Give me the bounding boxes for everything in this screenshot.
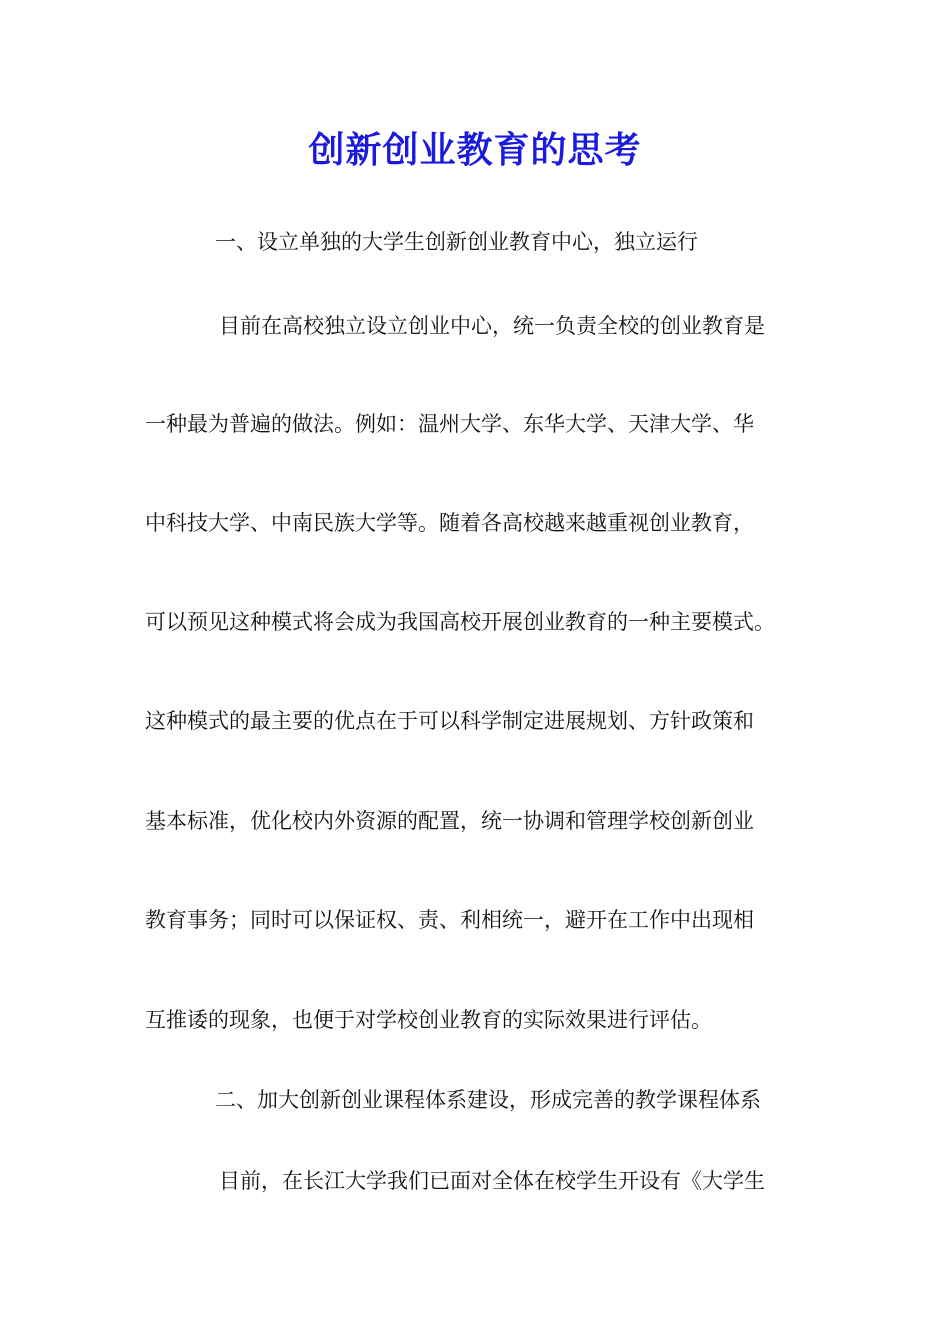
paragraph-line: 目前在高校独立设立创业中心，统一负责全校的创业教育是: [219, 314, 765, 338]
paragraph-line: 互推诿的现象，也便于对学校创业教育的实际效果进行评估。: [145, 1008, 712, 1032]
section-heading-1: 一、设立单独的大学生创新创业教育中心，独立运行: [215, 230, 698, 254]
paragraph-line: 基本标准，优化校内外资源的配置，统一协调和管理学校创新创业: [145, 809, 754, 833]
paragraph-line: 教育事务；同时可以保证权、责、利相统一，避开在工作中出现相: [145, 908, 754, 932]
paragraph-line: 目前，在长江大学我们已面对全体在校学生开设有《大学生: [219, 1169, 765, 1193]
document-title: 创新创业教育的思考: [308, 129, 642, 171]
section-heading-2: 二、加大创新创业课程体系建设，形成完善的教学课程体系: [215, 1088, 761, 1112]
paragraph-line: 中科技大学、中南民族大学等。随着各高校越来越重视创业教育，: [145, 511, 754, 535]
paragraph-line: 可以预见这种模式将会成为我国高校开展创业教育的一种主要模式。: [145, 610, 775, 634]
paragraph-line: 这种模式的最主要的优点在于可以科学制定进展规划、方针政策和: [145, 709, 754, 733]
paragraph-line: 一种最为普遍的做法。例如：温州大学、东华大学、天津大学、华: [145, 412, 754, 436]
